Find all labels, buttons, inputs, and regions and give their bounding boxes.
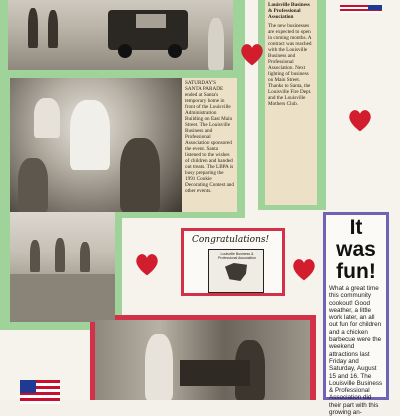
truck-window-shape [136, 14, 166, 28]
heart-icon [290, 255, 318, 283]
congratulations-card [181, 228, 285, 296]
child-figure [18, 158, 48, 212]
child-figure [34, 98, 60, 138]
santa-crowd-photo [10, 78, 182, 212]
chicken-barbecue-photo [95, 320, 310, 400]
congratulations-title: Congratulations! [192, 235, 270, 245]
truck-wheel [118, 44, 132, 58]
it-was-fun-title: It was fun! [336, 216, 376, 283]
congratulations-badge [208, 249, 264, 293]
stage-platform [10, 274, 115, 322]
clipping-heading: Louisville Business & Professional Association [268, 2, 310, 20]
american-flag-icon [20, 380, 60, 404]
heart-icon [133, 250, 161, 278]
it-was-fun-clipping [323, 212, 389, 416]
marcher-figure [48, 10, 58, 48]
band-member-figure [80, 242, 90, 272]
spectator-figure [208, 18, 224, 70]
clipping-body: The new businesses are expected to open in coming months. A contract was reached with the Louisville Business and Professional Association. Next lighting of business on Main Street. Thanks to Santa, the Louisville Fire Dept. and the Louisville Mothers Club. [268, 23, 312, 107]
state-map-icon [225, 263, 247, 281]
truck-wheel [168, 44, 182, 58]
american-flag-icon [340, 0, 382, 8]
it-was-fun-body: What a great time this community cookout! Good weather, a little work later, an all out fun for children and a chicken barbecue were the weekend attractions last Friday and Saturday, August 15 and 16. The Louisville Business & Professional Association did their part with this growing an- [329, 285, 383, 416]
child-figure [120, 138, 160, 212]
band-performance-photo [10, 212, 115, 322]
parade-truck-photo [8, 0, 233, 70]
grill-shape [180, 360, 250, 386]
business-news-clipping [265, 0, 317, 205]
marcher-figure [28, 8, 38, 48]
band-member-figure [30, 240, 40, 272]
congratulations-badge-text: Louisville Business & Professional Association [218, 252, 256, 260]
santa-parade-clipping: SATURDAY'S SANTA PARADE ended at Santa's temporary home in front of the Louisville Administration Building on East Main Street. The Louisville Business and Professional Association sponsored the event. Santa listened to the wishes of children and handed out treats. The LBPA is busy preparing the 1991 Cookie Decorating Contest and other events. [182, 78, 237, 212]
band-member-figure [55, 238, 65, 272]
heart-icon [238, 40, 266, 68]
santa-figure [70, 100, 110, 170]
cook-figure [145, 334, 173, 400]
heart-icon [346, 106, 374, 134]
